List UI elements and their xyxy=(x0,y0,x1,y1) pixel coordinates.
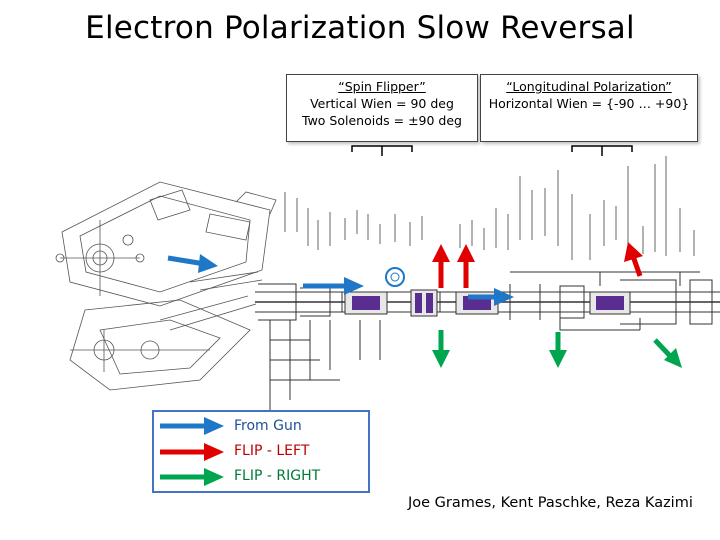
legend-label-from-gun: From Gun xyxy=(234,418,302,434)
arrow-flip-left-3 xyxy=(624,242,643,276)
spin-circle-icon xyxy=(386,268,404,286)
spin-flipper-header: “Spin Flipper” xyxy=(338,79,426,94)
arrow-flip-right-1 xyxy=(432,330,450,368)
page-title: Electron Polarization Slow Reversal xyxy=(85,10,635,46)
horizontal-wien-text: Horizontal Wien = {-90 … +90} xyxy=(488,96,690,111)
legend-label-flip-left: FLIP - LEFT xyxy=(234,443,310,459)
legend-arrow-blue xyxy=(160,417,224,435)
component-label-ticks xyxy=(285,156,694,260)
solenoids-text: Two Solenoids = ±90 deg xyxy=(302,113,462,128)
legend xyxy=(152,410,370,493)
vertical-wien-text: Vertical Wien = 90 deg xyxy=(310,96,454,111)
arrow-flip-right-2 xyxy=(549,332,567,368)
longitudinal-header: “Longitudinal Polarization” xyxy=(506,79,672,94)
arrow-flip-left-2 xyxy=(457,244,475,288)
vertical-wien-magnet xyxy=(345,292,387,314)
arrow-flip-right-3 xyxy=(655,340,682,368)
legend-label-flip-right: FLIP - RIGHT xyxy=(234,468,321,484)
legend-arrow-green xyxy=(160,468,224,486)
bracket-left xyxy=(352,146,412,156)
credits: Joe Grames, Kent Paschke, Reza Kazimi xyxy=(408,495,693,511)
bracket-right xyxy=(572,146,632,156)
arrow-flip-left-1 xyxy=(432,244,450,288)
solenoid-pair xyxy=(411,290,437,316)
gun-drawing xyxy=(56,182,276,390)
arrow-from-gun-1 xyxy=(168,254,218,273)
horizontal-wien-magnet xyxy=(590,292,630,314)
legend-arrow-red xyxy=(160,443,224,461)
